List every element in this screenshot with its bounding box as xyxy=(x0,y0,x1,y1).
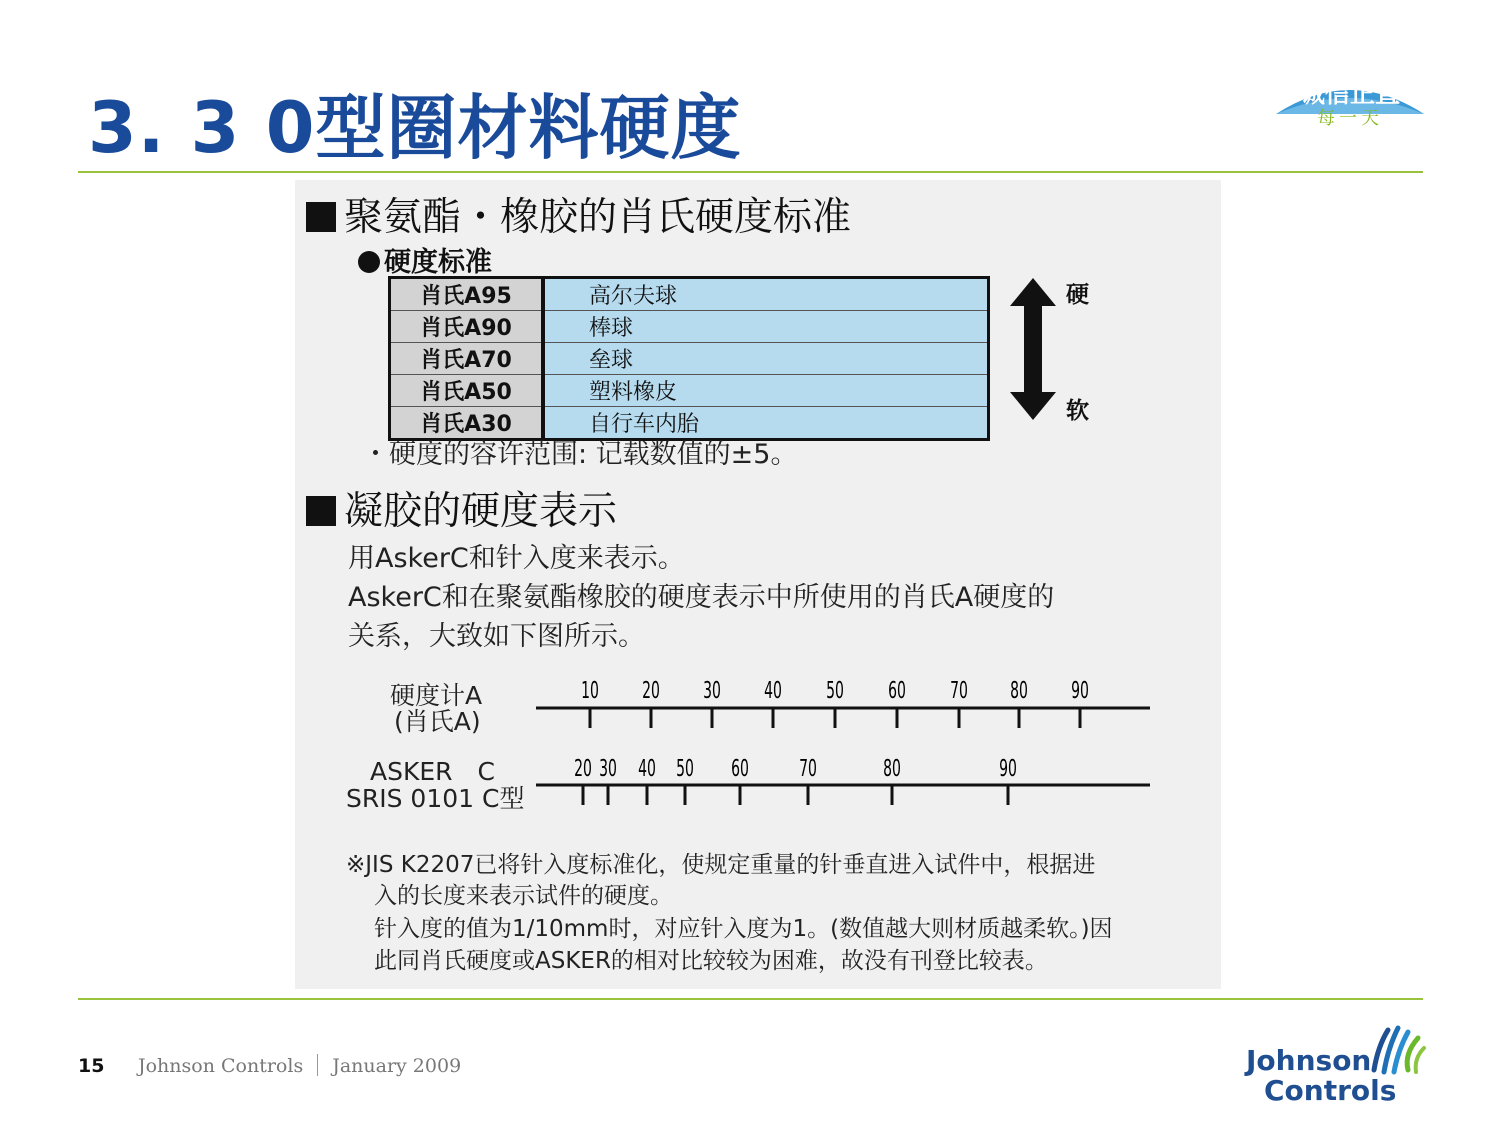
tolerance-text: ・硬度的容许范围: 记载数值的±5。 xyxy=(362,439,798,470)
example-cell: 垒球 xyxy=(543,343,989,375)
page-title: 3. 3 0型圈材料硬度 xyxy=(88,87,742,169)
asker-c-label: ASKER C xyxy=(370,757,495,786)
grade-cell: 肖氏A90 xyxy=(390,311,544,343)
shore-a-label: 硬度计A xyxy=(390,681,483,710)
example-cell: 高尔夫球 xyxy=(543,278,989,311)
note-line: ※JIS K2207已将针入度标准化，使规定重量的针垂直进入试件中，根据进 xyxy=(346,852,1096,878)
shore-a-tick-label: 80 xyxy=(1010,677,1028,705)
page-number: 15 xyxy=(78,1055,105,1077)
asker-c-tick-label: 50 xyxy=(676,755,694,783)
shore-a-tick-label: 40 xyxy=(764,677,782,705)
logo-word-2: Controls xyxy=(1264,1074,1397,1107)
section1-heading-text: 聚氨酯・橡胶的肖氏硬度标准 xyxy=(344,195,852,240)
table-row xyxy=(390,278,989,311)
example-cell: 自行车内胎 xyxy=(543,407,989,440)
slogan-line2: 每一天 xyxy=(1317,108,1383,129)
hardness-table xyxy=(388,276,990,441)
shore-a-tick-label: 10 xyxy=(581,677,599,705)
shore-a-tick-label: 60 xyxy=(888,677,906,705)
grade-cell: 肖氏A70 xyxy=(390,343,544,375)
table-row xyxy=(390,311,989,343)
note-line: 此同肖氏硬度或ASKER的相对比较较为困难，故没有刊登比较表。 xyxy=(374,948,1048,974)
section2-line: 用AskerC和针入度来表示。 xyxy=(348,543,685,574)
footer-date: January 2009 xyxy=(332,1055,462,1077)
johnson-controls-logo xyxy=(1240,1020,1430,1110)
slogan-line1: 诚信正直 xyxy=(1299,79,1400,108)
logo-word-1: Johnson xyxy=(1246,1044,1372,1077)
shore-a-tick-label: 50 xyxy=(826,677,844,705)
footer-text xyxy=(138,1054,461,1077)
asker-c-tick-label: 20 xyxy=(574,755,592,783)
bottom-divider xyxy=(78,998,1423,1000)
asker-c-tick-label: 30 xyxy=(599,755,617,783)
grade-cell: 肖氏A95 xyxy=(390,278,544,311)
table-row xyxy=(390,375,989,407)
asker-c-tick-label: 70 xyxy=(799,755,817,783)
shore-a-sublabel: (肖氏A) xyxy=(394,707,481,736)
section1-heading xyxy=(306,186,851,242)
double-arrow-icon xyxy=(1008,276,1058,422)
logo-leaf-icon xyxy=(1368,1022,1428,1082)
asker-c-tick-label: 60 xyxy=(731,755,749,783)
example-cell: 棒球 xyxy=(543,311,989,343)
note-line: 入的长度来表示试件的硬度。 xyxy=(374,883,673,909)
square-bullet-icon xyxy=(306,496,336,526)
shore-a-tick-label: 20 xyxy=(642,677,660,705)
hardness-scale-chart xyxy=(530,670,1160,820)
footer-company: Johnson Controls xyxy=(138,1055,304,1077)
example-cell: 塑料橡皮 xyxy=(543,375,989,407)
note-line: 针入度的值为1/10mm时，对应针入度为1。(数值越大则材质越柔软。)因 xyxy=(374,916,1113,942)
asker-c-sublabel: SRIS 0101 C型 xyxy=(346,784,525,813)
grade-cell: 肖氏A50 xyxy=(390,375,544,407)
section2-heading xyxy=(306,480,617,536)
section2-line: 关系，大致如下图所示。 xyxy=(348,621,645,652)
arrow-bottom-label: 软 xyxy=(1066,398,1089,424)
section1-subheading xyxy=(358,240,492,279)
shore-a-tick-label: 90 xyxy=(1071,677,1089,705)
round-bullet-icon xyxy=(358,251,380,273)
footer-separator xyxy=(317,1054,318,1076)
grade-cell: 肖氏A30 xyxy=(390,407,544,440)
asker-c-tick-label: 80 xyxy=(883,755,901,783)
arrow-top-label: 硬 xyxy=(1066,282,1089,308)
table-row xyxy=(390,343,989,375)
asker-c-tick-label: 90 xyxy=(999,755,1017,783)
asker-c-tick-label: 40 xyxy=(638,755,656,783)
shore-a-tick-label: 30 xyxy=(703,677,721,705)
square-bullet-icon xyxy=(306,202,336,232)
section1-subheading-text: 硬度标准 xyxy=(384,247,492,278)
section2-heading-text: 凝胶的硬度表示 xyxy=(344,489,618,534)
section2-line: AskerC和在聚氨酯橡胶的硬度表示中所使用的肖氏A硬度的 xyxy=(348,582,1055,613)
top-divider xyxy=(78,171,1423,173)
slogan-badge xyxy=(1272,60,1428,132)
shore-a-tick-label: 70 xyxy=(950,677,968,705)
